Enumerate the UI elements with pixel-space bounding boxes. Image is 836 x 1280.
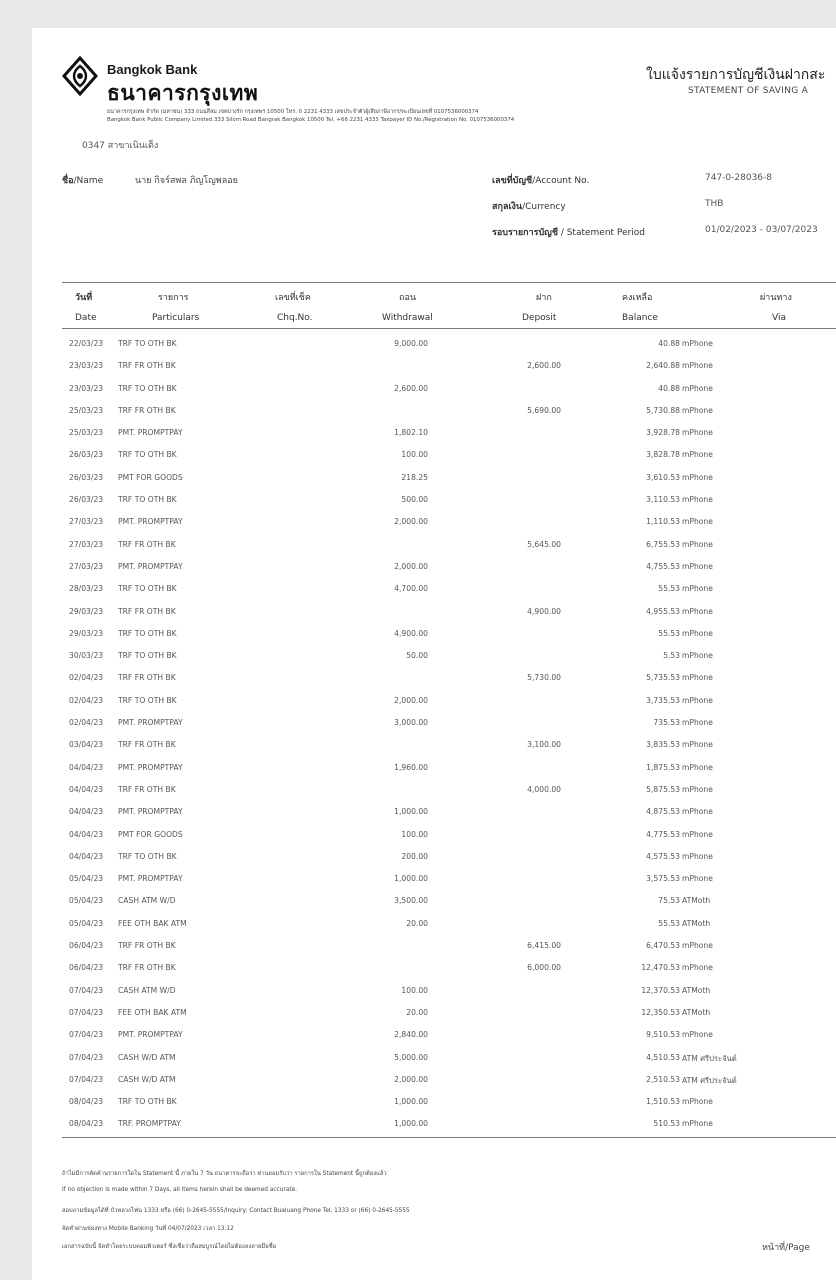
footer-objection-en: If no objection is made within 7 Days, all items herein shall be deemed accurate.: [62, 1187, 297, 1193]
row-balance: 3,110.53: [646, 495, 680, 505]
row-date: 07/04/23: [69, 1030, 104, 1040]
row-via: mPhone: [682, 472, 713, 482]
row-withdrawal: 500.00: [401, 495, 428, 505]
row-via: mPhone: [682, 1030, 713, 1040]
row-withdrawal: 2,000.00: [394, 561, 428, 571]
row-particulars: TRF TO OTH BK: [118, 383, 177, 393]
row-date: 04/04/23: [69, 829, 104, 839]
row-balance: 3,835.53: [646, 740, 680, 750]
table-row: [32, 401, 836, 423]
row-deposit: 6,415.00: [527, 941, 561, 951]
row-balance: 4,510.53: [646, 1052, 680, 1062]
row-balance: 6,470.53: [646, 941, 680, 951]
row-withdrawal: 4,900.00: [394, 628, 428, 638]
footer-objection-th: ถ้าไม่มีการคัดค้านรายการใดใน Statement นี้ ภายใน 7 วัน ธนาคารจะถือว่า ท่านยอมรับว่า รายการใน Statement นี้ถูกต้องแล้ว: [62, 1171, 387, 1177]
row-particulars: TRF FR OTH BK: [118, 963, 176, 973]
row-date: 25/03/23: [69, 405, 104, 415]
row-withdrawal: 20.00: [406, 918, 428, 928]
row-date: 29/03/23: [69, 606, 104, 616]
col-particulars-en: Particulars: [152, 313, 200, 323]
row-date: 03/04/23: [69, 740, 104, 750]
row-via: ATMoth: [682, 918, 711, 928]
row-balance: 5.53: [663, 651, 680, 661]
row-date: 22/03/23: [69, 339, 104, 348]
row-balance: 4,755.53: [646, 561, 680, 571]
table-row: [32, 869, 836, 891]
row-deposit: 4,900.00: [527, 606, 561, 616]
table-row: [32, 891, 836, 913]
account-no-label: เลขที่บัญชี/Account No.: [492, 176, 590, 186]
row-via: mPhone: [682, 561, 713, 571]
row-particulars: TRF TO OTH BK: [118, 695, 177, 705]
row-withdrawal: 1,802.10: [394, 428, 428, 438]
row-balance: 3,735.53: [646, 695, 680, 705]
row-date: 28/03/23: [69, 584, 104, 594]
bank-address-th: ธนาคารกรุงเทพ จำกัด (มหาชน) 333 ถนนสีลม เขตบางรัก กรุงเทพฯ 10500 โทร. 0 2231 4333 เลขประจำตัวผู้เสียภาษีอากร/ทะเบียนเลขที่ 0107536000374: [107, 109, 479, 115]
row-withdrawal: 2,840.00: [394, 1030, 428, 1040]
row-date: 26/03/23: [69, 450, 104, 460]
row-particulars: PMT. PROMPTPAY: [118, 874, 183, 884]
row-balance: 2,640.88: [646, 361, 680, 371]
row-date: 04/04/23: [69, 851, 104, 861]
row-particulars: TRF TO OTH BK: [118, 851, 177, 861]
table-row: [32, 1092, 836, 1114]
table-row: [32, 1003, 836, 1025]
row-balance: 6,755.53: [646, 539, 680, 549]
row-via: ATMoth: [682, 985, 711, 995]
row-date: 05/04/23: [69, 918, 104, 928]
row-balance: 55.53: [658, 628, 680, 638]
row-via: mPhone: [682, 963, 713, 973]
table-row: [32, 356, 836, 378]
row-date: 07/04/23: [69, 1007, 104, 1017]
row-particulars: CASH ATM W/D: [118, 985, 176, 995]
row-withdrawal: 50.00: [406, 651, 428, 661]
row-particulars: TRF FR OTH BK: [118, 405, 176, 415]
row-date: 26/03/23: [69, 472, 104, 482]
row-date: 23/03/23: [69, 361, 104, 371]
col-via-th: ผ่านทาง: [760, 293, 792, 303]
row-via: ATMoth: [682, 896, 711, 906]
row-via: mPhone: [682, 361, 713, 371]
row-withdrawal: 1,960.00: [394, 762, 428, 772]
row-balance: 4,775.53: [646, 829, 680, 839]
row-balance: 3,610.53: [646, 472, 680, 482]
row-balance: 735.53: [653, 718, 680, 728]
row-withdrawal: 20.00: [406, 1007, 428, 1017]
row-withdrawal: 1,000.00: [394, 807, 428, 817]
table-row: [32, 334, 836, 356]
col-date-en: Date: [75, 313, 97, 323]
row-particulars: TRF. PROMPTPAY: [118, 1119, 181, 1129]
row-date: 02/04/23: [69, 695, 104, 705]
col-particulars-th: รายการ: [158, 293, 189, 303]
row-particulars: PMT. PROMPTPAY: [118, 428, 183, 438]
col-deposit-en: Deposit: [522, 313, 557, 323]
row-withdrawal: 2,000.00: [394, 517, 428, 527]
table-row: [32, 936, 836, 958]
table-header-divider: [62, 328, 836, 329]
bank-address-en: Bangkok Bank Public Company Limited 333 Silom Road Bangrak Bangkok 10500 Tel. +66 2231 4333 Taxpayer ID No./Registration No. 0107536000374: [107, 117, 515, 123]
row-balance: 1,875.53: [646, 762, 680, 772]
row-particulars: CASH ATM W/D: [118, 896, 176, 906]
footer-inquiry: สอบถามข้อมูลได้ที่ บัวหลวงโฟน 1333 หรือ (66) 0-2645-5555/Inquiry: Contact Bualuang Phone Tel. 1333 or (66) 0-2645-5555: [62, 1208, 410, 1214]
row-deposit: 4,000.00: [527, 784, 561, 794]
row-withdrawal: 100.00: [401, 985, 428, 995]
row-via: mPhone: [682, 1119, 713, 1129]
table-row: [32, 624, 836, 646]
col-balance-th: คงเหลือ: [622, 293, 653, 303]
row-via: mPhone: [682, 874, 713, 884]
row-balance: 12,350.53: [641, 1007, 680, 1017]
row-via: mPhone: [682, 673, 713, 683]
row-date: 25/03/23: [69, 428, 104, 438]
row-via: mPhone: [682, 1097, 713, 1107]
row-date: 07/04/23: [69, 1052, 104, 1062]
row-particulars: FEE OTH BAK ATM: [118, 918, 187, 928]
table-row: [32, 981, 836, 1003]
row-withdrawal: 1,000.00: [394, 1119, 428, 1129]
row-via: mPhone: [682, 718, 713, 728]
row-withdrawal: 3,000.00: [394, 718, 428, 728]
row-particulars: PMT. PROMPTPAY: [118, 762, 183, 772]
table-row: [32, 691, 836, 713]
row-via: mPhone: [682, 584, 713, 594]
row-via: ATM ศรีประจันต์: [682, 1053, 737, 1063]
row-balance: 40.88: [658, 383, 680, 393]
row-withdrawal: 5,000.00: [394, 1052, 428, 1062]
row-balance: 2,510.53: [646, 1074, 680, 1084]
table-row: [32, 1048, 836, 1070]
row-particulars: TRF FR OTH BK: [118, 784, 176, 794]
row-balance: 9,510.53: [646, 1030, 680, 1040]
row-withdrawal: 2,000.00: [394, 695, 428, 705]
row-particulars: PMT. PROMPTPAY: [118, 1030, 183, 1040]
table-row: [32, 668, 836, 690]
row-deposit: 2,600.00: [527, 361, 561, 371]
table-row: [32, 445, 836, 467]
row-via: mPhone: [682, 807, 713, 817]
row-date: 05/04/23: [69, 874, 104, 884]
row-balance: 40.88: [658, 339, 680, 348]
table-row: [32, 646, 836, 668]
transactions-table-body: [32, 334, 836, 1137]
statement-period-value: 01/02/2023 - 03/07/2023: [705, 225, 818, 235]
bank-address: [107, 108, 514, 124]
account-no-value: 747-0-28036-8: [705, 173, 773, 183]
col-chq-th: เลขที่เช็ค: [275, 293, 311, 303]
row-withdrawal: 2,000.00: [394, 1074, 428, 1084]
table-row: [32, 735, 836, 757]
row-date: 05/04/23: [69, 896, 104, 906]
row-particulars: PMT. PROMPTPAY: [118, 807, 183, 817]
row-date: 04/04/23: [69, 784, 104, 794]
row-particulars: TRF FR OTH BK: [118, 361, 176, 371]
row-balance: 55.53: [658, 584, 680, 594]
row-balance: 3,928.78: [646, 428, 680, 438]
statement-title-en: STATEMENT OF SAVING A: [688, 86, 809, 96]
col-withdrawal-en: Withdrawal: [382, 313, 433, 323]
table-row: [32, 847, 836, 869]
row-particulars: TRF TO OTH BK: [118, 1097, 177, 1107]
row-particulars: CASH W/D ATM: [118, 1052, 176, 1062]
row-balance: 4,575.53: [646, 851, 680, 861]
row-via: mPhone: [682, 784, 713, 794]
table-row: [32, 825, 836, 847]
row-balance: 3,575.53: [646, 874, 680, 884]
row-particulars: PMT. PROMPTPAY: [118, 517, 183, 527]
table-row: [32, 512, 836, 534]
bangkok-bank-logo-icon: [62, 56, 98, 96]
row-deposit: 5,690.00: [527, 405, 561, 415]
row-balance: 75.53: [658, 896, 680, 906]
table-row: [32, 379, 836, 401]
row-via: mPhone: [682, 740, 713, 750]
row-date: 06/04/23: [69, 941, 104, 951]
table-row: [32, 713, 836, 735]
row-particulars: TRF FR OTH BK: [118, 673, 176, 683]
row-balance: 55.53: [658, 918, 680, 928]
col-withdrawal-th: ถอน: [399, 293, 417, 303]
row-particulars: TRF TO OTH BK: [118, 628, 177, 638]
row-particulars: TRF FR OTH BK: [118, 740, 176, 750]
row-withdrawal: 2,600.00: [394, 383, 428, 393]
row-balance: 12,370.53: [641, 985, 680, 995]
row-balance: 5,735.53: [646, 673, 680, 683]
row-date: 30/03/23: [69, 651, 104, 661]
row-withdrawal: 3,500.00: [394, 896, 428, 906]
row-withdrawal: 200.00: [401, 851, 428, 861]
row-withdrawal: 218.25: [401, 472, 428, 482]
table-row: [32, 780, 836, 802]
table-bottom-divider: [62, 1137, 836, 1138]
row-balance: 12,470.53: [641, 963, 680, 973]
row-balance: 3,828.78: [646, 450, 680, 460]
col-balance-en: Balance: [622, 313, 658, 323]
row-date: 08/04/23: [69, 1119, 104, 1129]
row-deposit: 5,730.00: [527, 673, 561, 683]
statement-title-th: ใบแจ้งรายการบัญชีเงินฝากสะ: [646, 67, 826, 83]
row-via: mPhone: [682, 383, 713, 393]
row-date: 02/04/23: [69, 718, 104, 728]
row-via: mPhone: [682, 495, 713, 505]
table-row: [32, 1025, 836, 1047]
row-via: mPhone: [682, 851, 713, 861]
row-date: 04/04/23: [69, 807, 104, 817]
row-via: mPhone: [682, 762, 713, 772]
bank-name-th: ธนาคารกรุงเทพ: [107, 81, 259, 105]
row-date: 29/03/23: [69, 628, 104, 638]
row-date: 04/04/23: [69, 762, 104, 772]
table-row: [32, 602, 836, 624]
row-date: 08/04/23: [69, 1097, 104, 1107]
row-via: mPhone: [682, 941, 713, 951]
row-particulars: CASH W/D ATM: [118, 1074, 176, 1084]
row-date: 02/04/23: [69, 673, 104, 683]
table-row: [32, 557, 836, 579]
table-row: [32, 958, 836, 980]
table-row: [32, 914, 836, 936]
table-row: [32, 490, 836, 512]
row-date: 23/03/23: [69, 383, 104, 393]
row-balance: 5,875.53: [646, 784, 680, 794]
row-via: mPhone: [682, 339, 713, 348]
row-balance: 5,730.88: [646, 405, 680, 415]
row-particulars: PMT FOR GOODS: [118, 472, 183, 482]
row-date: 07/04/23: [69, 1074, 104, 1084]
footer-computer-generated-note: เอกสารฉบับนี้ จัดทำโดยระบบคอมพิวเตอร์ ซึ่งเชื่อว่าถือสมบูรณ์โดยไม่ต้องลงลายมือชื่อ: [62, 1244, 277, 1250]
row-deposit: 5,645.00: [527, 539, 561, 549]
row-via: mPhone: [682, 450, 713, 460]
statement-page: [32, 28, 836, 1280]
row-particulars: PMT. PROMPTPAY: [118, 561, 183, 571]
row-via: mPhone: [682, 539, 713, 549]
col-chq-en: Chq.No.: [277, 313, 313, 323]
row-date: 27/03/23: [69, 517, 104, 527]
table-row: [32, 758, 836, 780]
row-particulars: TRF TO OTH BK: [118, 495, 177, 505]
branch-info: 0347 สาขาเนินเต็ง: [82, 141, 159, 151]
row-particulars: TRF TO OTH BK: [118, 339, 177, 348]
row-deposit: 3,100.00: [527, 740, 561, 750]
row-via: mPhone: [682, 517, 713, 527]
row-particulars: TRF FR OTH BK: [118, 941, 176, 951]
table-top-divider: [62, 282, 836, 283]
statement-period-label: รอบรายการบัญชี / Statement Period: [492, 228, 645, 238]
row-particulars: TRF TO OTH BK: [118, 651, 177, 661]
row-date: 07/04/23: [69, 985, 104, 995]
page-number-label: หน้าที่/Page: [762, 1243, 810, 1253]
row-withdrawal: 100.00: [401, 450, 428, 460]
table-row: [32, 423, 836, 445]
row-particulars: TRF TO OTH BK: [118, 450, 177, 460]
bank-name-en: Bangkok Bank: [107, 62, 198, 77]
row-balance: 1,110.53: [646, 517, 680, 527]
table-row: [32, 802, 836, 824]
col-date-th: วันที่: [75, 293, 93, 303]
row-withdrawal: 100.00: [401, 829, 428, 839]
row-particulars: TRF FR OTH BK: [118, 539, 176, 549]
row-balance: 4,955.53: [646, 606, 680, 616]
row-via: mPhone: [682, 695, 713, 705]
col-via-en: Via: [772, 313, 786, 323]
row-particulars: PMT FOR GOODS: [118, 829, 183, 839]
row-particulars: TRF TO OTH BK: [118, 584, 177, 594]
row-deposit: 6,000.00: [527, 963, 561, 973]
row-balance: 4,875.53: [646, 807, 680, 817]
row-via: mPhone: [682, 628, 713, 638]
table-row: [32, 535, 836, 557]
row-date: 27/03/23: [69, 561, 104, 571]
table-row: [32, 579, 836, 601]
table-row: [32, 468, 836, 490]
col-deposit-th: ฝาก: [536, 293, 552, 303]
row-via: ATMoth: [682, 1007, 711, 1017]
row-via: mPhone: [682, 606, 713, 616]
table-row: [32, 1114, 836, 1136]
row-via: mPhone: [682, 428, 713, 438]
currency-value: THB: [705, 199, 724, 209]
row-via: ATM ศรีประจันต์: [682, 1075, 737, 1085]
account-holder-name: นาย กิจร์สพล ภิญโญพลอย: [135, 176, 238, 186]
row-particulars: TRF FR OTH BK: [118, 606, 176, 616]
row-balance: 510.53: [653, 1119, 680, 1129]
currency-label: สกุลเงิน/Currency: [492, 202, 566, 212]
name-label: ชื่อ/Name: [62, 176, 104, 186]
row-particulars: PMT. PROMPTPAY: [118, 718, 183, 728]
row-date: 06/04/23: [69, 963, 104, 973]
row-withdrawal: 9,000.00: [394, 339, 428, 348]
row-date: 27/03/23: [69, 539, 104, 549]
row-withdrawal: 4,700.00: [394, 584, 428, 594]
row-particulars: FEE OTH BAK ATM: [118, 1007, 187, 1017]
row-via: mPhone: [682, 651, 713, 661]
footer-generated-info: จัดทำผ่านช่องทาง Mobile Banking วันที่ 04/07/2023 เวลา 13:12: [62, 1226, 234, 1232]
row-via: mPhone: [682, 405, 713, 415]
row-date: 26/03/23: [69, 495, 104, 505]
row-via: mPhone: [682, 829, 713, 839]
table-row: [32, 1070, 836, 1092]
row-withdrawal: 1,000.00: [394, 874, 428, 884]
row-balance: 1,510.53: [646, 1097, 680, 1107]
row-withdrawal: 1,000.00: [394, 1097, 428, 1107]
